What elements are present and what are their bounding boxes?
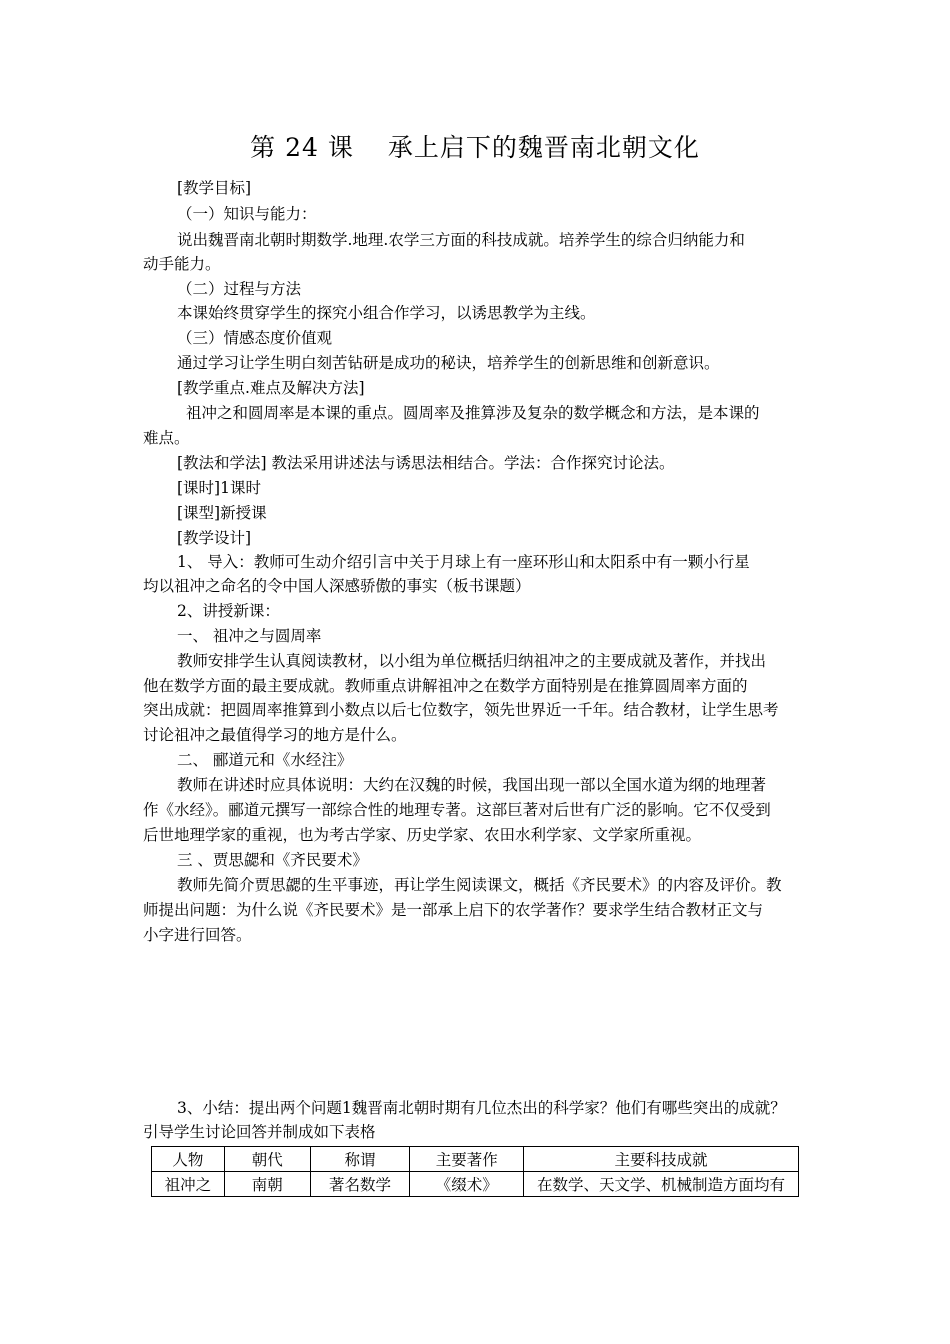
table-header-cell: 朝代 xyxy=(224,1147,310,1172)
paragraph-line: 作《水经》。郦道元撰写一部综合性的地理专著。这部巨著对后世有广泛的影响。它不仅受到 xyxy=(143,801,771,819)
paragraph-line: 均以祖冲之命名的令中国人深感骄傲的事实（板书课题） xyxy=(143,577,531,595)
subsection-heading: 二、 郦道元和《水经注》 xyxy=(177,751,353,769)
table-cell: 在数学、天文学、机械制造方面均有 xyxy=(524,1172,799,1197)
table-header-cell: 主要著作 xyxy=(410,1147,524,1172)
subsection-heading: 一、 祖冲之与圆周率 xyxy=(177,627,322,645)
page-title xyxy=(0,128,950,164)
summary-table xyxy=(151,1146,799,1197)
paragraph-line: 动手能力。 xyxy=(143,255,221,273)
lesson-number: 第 24 课 xyxy=(250,133,354,162)
table-cell: 祖冲之 xyxy=(152,1172,225,1197)
subsection-heading: （三）情感态度价值观 xyxy=(177,329,333,347)
subsection-heading: （二）过程与方法 xyxy=(177,280,302,298)
paragraph-line: 引导学生讨论回答并制成如下表格 xyxy=(143,1123,376,1141)
table-header-row xyxy=(152,1147,799,1172)
paragraph-line: 教师在讲述时应具体说明：大约在汉魏的时候，我国出现一部以全国水道为纲的地理著 xyxy=(177,776,767,794)
lesson-title: 承上启下的魏晋南北朝文化 xyxy=(387,133,700,162)
table-header-cell: 称谓 xyxy=(310,1147,410,1172)
paragraph-line: 小字进行回答。 xyxy=(143,926,252,944)
paragraph-line: 通过学习让学生明白刻苦钻研是成功的秘诀，培养学生的创新思维和创新意识。 xyxy=(177,354,720,372)
table-cell: 著名数学 xyxy=(310,1172,410,1197)
section-heading: [教学重点.难点及解决方法] xyxy=(177,379,365,397)
paragraph-line: 1、 导入：教师可生动介绍引言中关于月球上有一座环形山和太阳系中有一颗小行星 xyxy=(177,553,750,571)
section-heading: [教学目标] xyxy=(177,179,252,197)
section-heading: [教法和学法] 教法采用讲述法与诱思法相结合。学法：合作探究讨论法。 xyxy=(177,454,675,472)
section-heading: [教学设计] xyxy=(177,529,252,547)
section-heading: [课时]1课时 xyxy=(177,479,261,497)
paragraph-line: 祖冲之和圆周率是本课的重点。圆周率及推算涉及复杂的数学概念和方法，是本课的 xyxy=(186,404,760,422)
subsection-heading: （一）知识与能力： xyxy=(177,205,317,223)
paragraph-line: 教师安排学生认真阅读教材，以小组为单位概括归纳祖冲之的主要成就及著作，并找出 xyxy=(177,652,767,670)
table-header-cell: 人物 xyxy=(152,1147,225,1172)
paragraph-line: 他在数学方面的最主要成就。教师重点讲解祖冲之在数学方面特别是在推算圆周率方面的 xyxy=(143,677,748,695)
paragraph-line: 师提出问题：为什么说《齐民要术》是一部承上启下的农学著作？要求学生结合教材正文与 xyxy=(143,901,764,919)
table-header-cell: 主要科技成就 xyxy=(524,1147,799,1172)
paragraph-line: 后世地理学家的重视，也为考古学家、历史学家、农田水利学家、文学家所重视。 xyxy=(143,826,702,844)
paragraph-line: 难点。 xyxy=(143,429,190,447)
paragraph-line: 本课始终贯穿学生的探究小组合作学习，以诱思教学为主线。 xyxy=(177,304,596,322)
section-heading: [课型]新授课 xyxy=(177,504,267,522)
paragraph-line: 教师先简介贾思勰的生平事迹，再让学生阅读课文，概括《齐民要术》的内容及评价。教 xyxy=(177,876,782,894)
subsection-heading: 2、讲授新课： xyxy=(177,602,280,620)
table-cell: 《缀术》 xyxy=(410,1172,524,1197)
paragraph-line: 3、小结：提出两个问题1魏晋南北朝时期有几位杰出的科学家？他们有哪些突出的成就？ xyxy=(177,1099,786,1117)
table-row xyxy=(152,1172,799,1197)
paragraph-line: 突出成就：把圆周率推算到小数点以后七位数字，领先世界近一千年。结合教材，让学生思考 xyxy=(143,701,779,719)
paragraph-line: 说出魏晋南北朝时期数学.地理.农学三方面的科技成就。培养学生的综合归纳能力和 xyxy=(177,231,745,249)
table-cell: 南朝 xyxy=(224,1172,310,1197)
paragraph-line: 讨论祖冲之最值得学习的地方是什么。 xyxy=(143,726,407,744)
subsection-heading: 三 、贾思勰和《齐民要术》 xyxy=(177,851,368,869)
